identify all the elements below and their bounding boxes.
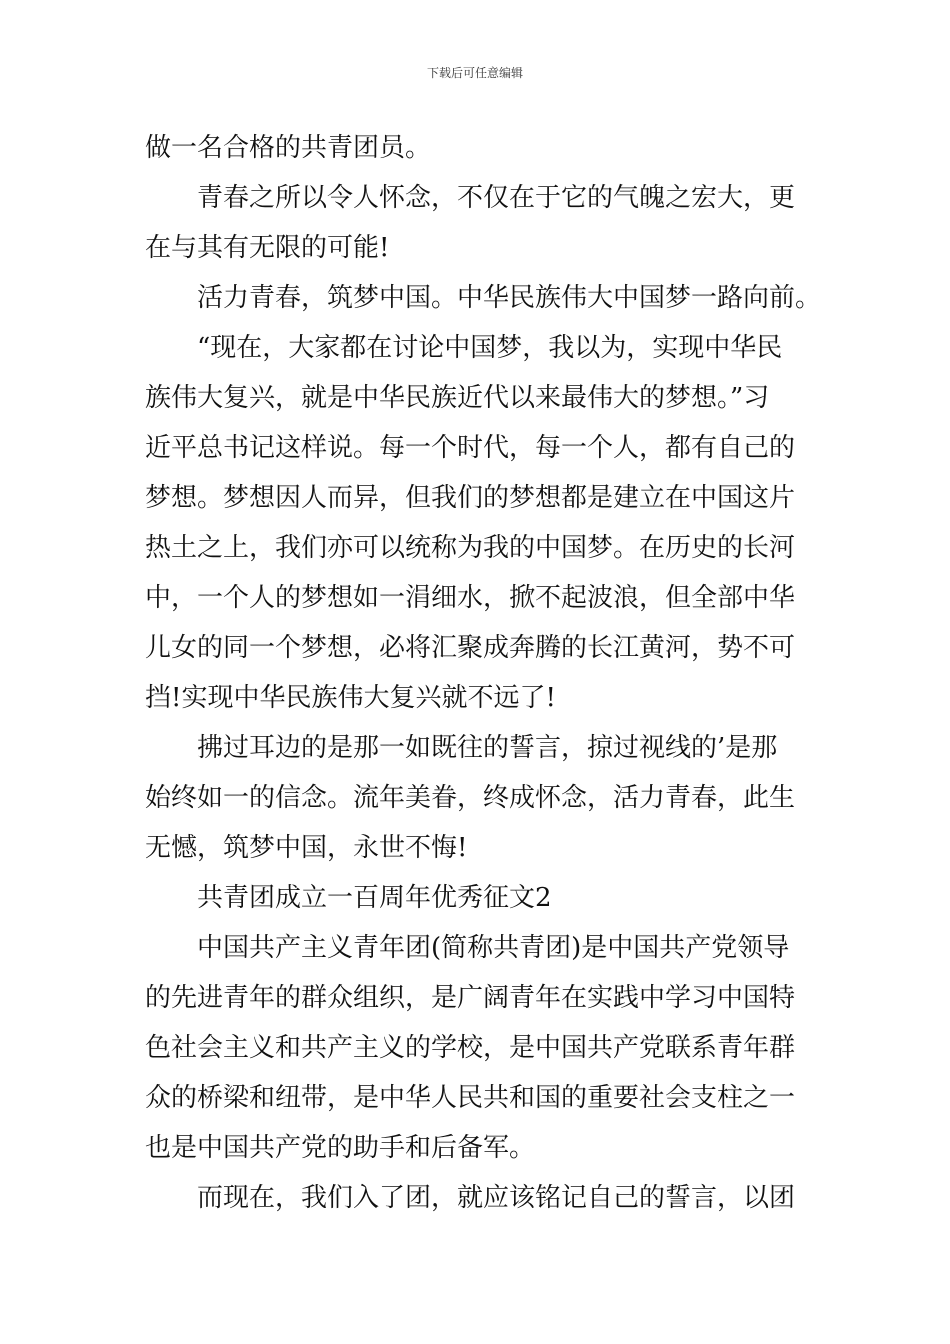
text-line: 而现在，我们入了团，就应该铭记自己的誓言，以团 — [197, 1183, 796, 1213]
text-line: 中，一个人的梦想如一涓细水，掀不起波浪，但全部中华 — [145, 583, 796, 613]
text-line: 也是中国共产党的助手和后备军。 — [145, 1133, 536, 1163]
text-line: 做一名合格的共青团员。 — [145, 133, 432, 163]
text-line: 梦想。梦想因人而异，但我们的梦想都是建立在中国这片 — [145, 483, 796, 513]
text-line: 挡!实现中华民族伟大复兴就不远了! — [145, 683, 556, 713]
text-line: 色社会主义和共产主义的学校，是中国共产党联系青年群 — [145, 1033, 796, 1063]
text-line: 近平总书记这样说。每一个时代，每一个人，都有自己的 — [145, 433, 796, 463]
text-line: 中国共产主义青年团(简称共青团)是中国共产党领导 — [197, 933, 790, 963]
text-line: 热土之上，我们亦可以统称为我的中国梦。在历史的长河 — [145, 533, 796, 563]
text-line: 在与其有无限的可能! — [145, 233, 390, 263]
text-line: 无憾，筑梦中国，永世不悔! — [145, 833, 468, 863]
text-line: 拂过耳边的是那一如既往的誓言，掠过视线的’是那 — [197, 733, 778, 763]
text-line: 始终如一的信念。流年美眷，终成怀念，活力青春，此生 — [145, 783, 796, 813]
section-heading: 共青团成立一百周年优秀征文2 — [197, 883, 552, 913]
text-line: 族伟大复兴，就是中华民族近代以来最伟大的梦想。”习 — [145, 383, 770, 413]
page-header: 下载后可任意编辑 — [426, 66, 523, 80]
text-line: 的先进青年的群众组织，是广阔青年在实践中学习中国特 — [145, 983, 796, 1013]
text-line: 儿女的同一个梦想，必将汇聚成奔腾的长江黄河，势不可 — [145, 633, 796, 663]
text-line: 青春之所以令人怀念，不仅在于它的气魄之宏大，更 — [197, 183, 796, 213]
text-line: 众的桥梁和纽带，是中华人民共和国的重要社会支柱之一 — [145, 1083, 796, 1113]
text-line: 活力青春，筑梦中国。中华民族伟大中国梦一路向前。 — [197, 283, 822, 313]
text-line: “现在，大家都在讨论中国梦，我以为，实现中华民 — [197, 333, 783, 363]
